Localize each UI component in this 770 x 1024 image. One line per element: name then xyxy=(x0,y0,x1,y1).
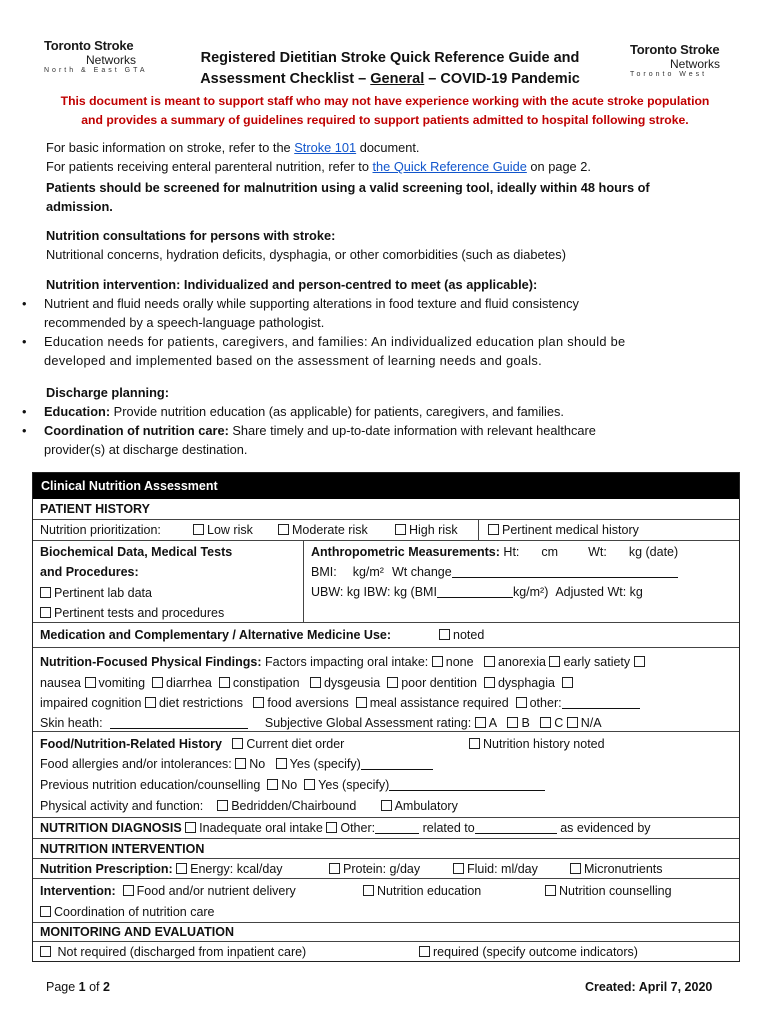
page-of: of xyxy=(85,980,103,994)
biochem-heading-1: Biochemical Data, Medical Tests xyxy=(40,545,233,559)
bmi-unit-2: kg/m²) xyxy=(512,585,549,599)
page-number xyxy=(46,980,110,994)
prev-edu-yes-label: Yes (specify) xyxy=(318,778,390,792)
aversions-checkbox[interactable] xyxy=(253,697,264,708)
nausea-checkbox[interactable] xyxy=(634,656,645,667)
dysgeusia-checkbox[interactable] xyxy=(310,677,321,688)
nutrition-history-label: Nutrition history noted xyxy=(483,737,605,751)
low-risk-label: Low risk xyxy=(207,523,253,537)
high-risk-checkbox[interactable] xyxy=(395,520,458,540)
row-prioritization xyxy=(33,519,739,540)
dysphagia-checkbox[interactable] xyxy=(484,677,495,688)
nausea-label: nausea xyxy=(40,676,82,690)
med-noted-label: noted xyxy=(453,628,485,642)
skin-field[interactable] xyxy=(110,716,248,729)
food-delivery-label: Food and/or nutrient delivery xyxy=(136,884,296,898)
logo-left-networks: Networks xyxy=(86,53,137,67)
bmi-field[interactable] xyxy=(437,585,513,598)
fluid-label: Fluid: ml/day xyxy=(467,862,538,876)
none-checkbox[interactable] xyxy=(432,656,443,667)
logo-right-networks: Networks xyxy=(670,57,721,71)
nfpf-text: Factors impacting oral intake: xyxy=(261,655,429,669)
stroke101-pre: For basic information on stroke, refer to the xyxy=(46,140,295,155)
ambulatory-checkbox[interactable] xyxy=(381,800,392,811)
dysgeusia-label: dysgeusia xyxy=(323,676,381,690)
ubw-ibw: UBW: kg IBW: kg (BMI xyxy=(311,585,437,599)
pertinent-history-checkbox[interactable] xyxy=(488,520,639,540)
sga-na-checkbox[interactable] xyxy=(567,717,578,728)
pertinent-history-label: Pertinent medical history xyxy=(502,523,639,537)
allergies-yes-checkbox[interactable] xyxy=(276,758,287,769)
stroke101-post: document. xyxy=(356,140,420,155)
other-label: other: xyxy=(529,696,562,710)
related-field[interactable] xyxy=(475,821,557,834)
not-required-label: Not required (discharged from inpatient care) xyxy=(57,945,307,959)
diet-restr-label: diet restrictions xyxy=(158,696,243,710)
prev-edu-field[interactable] xyxy=(389,778,545,791)
current-diet-checkbox[interactable] xyxy=(232,738,243,749)
sga-b-checkbox[interactable] xyxy=(507,717,518,728)
vomiting-checkbox[interactable] xyxy=(85,677,96,688)
screening-line-1: Patients should be screened for malnutrition using a valid screening tool, ideally within 48 hours of xyxy=(46,180,650,195)
tests-label: Pertinent tests and procedures xyxy=(54,606,225,620)
constipation-checkbox[interactable] xyxy=(219,677,230,688)
diarrhea-checkbox[interactable] xyxy=(152,677,163,688)
ambulatory-label: Ambulatory xyxy=(394,799,458,813)
diarrhea-label: diarrhea xyxy=(166,676,212,690)
consult-text: Nutritional concerns, hydration deficits, dysphagia, or other comorbidities (such as diabetes) xyxy=(46,247,566,262)
discharge-education-text: Provide nutrition education (as applicable) for patients, caregivers, and families. xyxy=(110,404,564,419)
none-label: none xyxy=(445,655,474,669)
enteral-pre: For patients receiving enteral parenteral nutrition, refer to xyxy=(46,159,373,174)
intervention-label: Intervention: xyxy=(40,884,116,898)
sga-a-label: A xyxy=(488,716,498,730)
high-risk-label: High risk xyxy=(409,523,458,537)
coordination-checkbox[interactable] xyxy=(40,902,215,922)
row-medication xyxy=(33,622,739,647)
anorexia-checkbox[interactable] xyxy=(484,656,495,667)
micro-label: Micronutrients xyxy=(584,862,663,876)
coordination-text-2: provider(s) at discharge destination. xyxy=(44,442,248,457)
not-required-checkbox[interactable] xyxy=(40,942,306,962)
title-line-2 xyxy=(180,69,600,90)
related-label: related to xyxy=(422,821,475,835)
lab-data-label: Pertinent lab data xyxy=(54,586,152,600)
phys-label: Physical activity and function: xyxy=(40,799,204,813)
monitoring-heading: MONITORING AND EVALUATION xyxy=(40,925,234,939)
intervention-line xyxy=(40,881,296,901)
anorexia-label: anorexia xyxy=(498,655,546,669)
dysphagia-label: dysphagia xyxy=(497,676,555,690)
bullet-nutrient xyxy=(0,294,736,332)
kg-date: kg (date) xyxy=(628,545,679,559)
notice xyxy=(30,92,740,130)
page-label: Page xyxy=(46,980,79,994)
moderate-risk-checkbox[interactable] xyxy=(278,520,368,540)
nfpf-line-1 xyxy=(40,652,648,672)
diagnosis-line xyxy=(40,818,651,838)
nutrition-history-checkbox[interactable] xyxy=(469,734,605,754)
wt-label: Wt: xyxy=(588,545,607,559)
anthro-line-2 xyxy=(311,562,678,582)
moderate-risk-label: Moderate risk xyxy=(292,523,368,537)
nutr-couns-checkbox[interactable] xyxy=(545,881,672,901)
cm-unit: cm xyxy=(541,545,559,559)
sga-na-label: N/A xyxy=(580,716,602,730)
constipation-label: constipation xyxy=(232,676,300,690)
title-line-2-post: – COVID-19 Pandemic xyxy=(424,71,580,87)
diet-restr-checkbox[interactable] xyxy=(145,697,156,708)
bmi-unit: kg/m² xyxy=(352,565,384,579)
low-risk-checkbox[interactable] xyxy=(193,520,253,540)
row-physical-findings xyxy=(33,647,739,731)
wt-change-label: Wt change xyxy=(391,565,452,579)
current-diet-label: Current diet order xyxy=(246,737,345,751)
allergies-field[interactable] xyxy=(361,757,433,770)
lab-data-checkbox[interactable] xyxy=(40,583,152,603)
food-hist-label: Food/Nutrition-Related History xyxy=(40,737,222,751)
inadequate-label: Inadequate oral intake xyxy=(199,821,323,835)
stroke-101-link[interactable]: Stroke 101 xyxy=(294,140,357,155)
page-total: 2 xyxy=(103,980,110,994)
anthro-line-1 xyxy=(311,542,678,562)
ht-label: Ht: xyxy=(503,545,520,559)
sga-c-checkbox[interactable] xyxy=(540,717,551,728)
logo-left xyxy=(44,38,148,74)
diag-other-field[interactable] xyxy=(375,821,419,834)
allergies-no-checkbox[interactable] xyxy=(235,758,246,769)
nfpf-label: Nutrition-Focused Physical Findings: xyxy=(40,655,262,669)
bedridden-checkbox[interactable] xyxy=(217,800,228,811)
inadequate-checkbox[interactable] xyxy=(185,822,196,833)
phys-line xyxy=(40,796,458,816)
cognition-label: impaired cognition xyxy=(40,696,142,710)
prescription-label-text: Nutrition Prescription: xyxy=(40,862,173,876)
adjusted-wt: Adjusted Wt: kg xyxy=(555,585,643,599)
notice-line-2: and provides a summary of guidelines required to support patients admitted to hospital following stroke. xyxy=(81,113,689,127)
satiety-label: early satiety xyxy=(563,655,631,669)
coordination-label: Coordination of nutrition care: xyxy=(44,423,229,438)
coordination-table-label: Coordination of nutrition care xyxy=(54,905,215,919)
allergies-label: Food allergies and/or intolerances: xyxy=(40,757,232,771)
tests-checkbox[interactable] xyxy=(40,603,224,623)
energy-checkbox[interactable] xyxy=(176,863,187,874)
satiety-checkbox[interactable] xyxy=(549,656,560,667)
dentition-label: poor dentition xyxy=(401,676,477,690)
wt-change-field[interactable] xyxy=(452,565,678,578)
allergies-line xyxy=(40,754,433,774)
energy-label: Energy: kcal/day xyxy=(190,862,283,876)
medication-label: Medication and Complementary / Alternative Medicine Use: xyxy=(40,628,392,642)
row-intervention-head xyxy=(33,838,739,858)
aversions-label: food aversions xyxy=(267,696,349,710)
vomiting-label: vomiting xyxy=(98,676,146,690)
biochem-heading-2: and Procedures: xyxy=(40,565,139,579)
nutr-edu-label: Nutrition education xyxy=(377,884,482,898)
sga-a-checkbox[interactable] xyxy=(475,717,486,728)
logo-right-sub: Toronto West xyxy=(630,71,708,78)
required-checkbox[interactable] xyxy=(419,942,638,962)
bullet-nutrient-line-1: • Nutrient and fluid needs orally while supporting alterations in food texture and fluid consistency xyxy=(44,296,579,311)
sga-c-label: C xyxy=(554,716,564,730)
intervention-section xyxy=(46,275,736,370)
dentition-checkbox[interactable] xyxy=(387,677,398,688)
prev-edu-yes-checkbox[interactable] xyxy=(304,779,315,790)
enteral-line xyxy=(46,157,591,176)
table-header: Clinical Nutrition Assessment xyxy=(33,473,739,499)
prev-edu-line xyxy=(40,775,545,795)
row-intervention xyxy=(33,878,739,922)
logo-left-name: Toronto Stroke xyxy=(44,38,134,53)
row-diagnosis xyxy=(33,817,739,838)
evidenced-label: as evidenced by xyxy=(560,821,651,835)
cognition-checkbox[interactable] xyxy=(562,677,573,688)
fluid-checkbox[interactable] xyxy=(453,859,538,879)
title-line-1: Registered Dietitian Stroke Quick Reference Guide and xyxy=(200,50,580,66)
page-title xyxy=(180,48,600,90)
prev-edu-label: Previous nutrition education/counselling xyxy=(40,778,261,792)
nfpf-line-3 xyxy=(40,693,640,713)
med-noted-checkbox[interactable] xyxy=(439,625,484,645)
meal-assist-checkbox[interactable] xyxy=(356,697,367,708)
required-label: required (specify outcome indicators) xyxy=(433,945,638,959)
discharge-education-label: Education: xyxy=(44,404,111,419)
diagnosis-label: NUTRITION DIAGNOSIS xyxy=(40,821,182,835)
anthro-line-3 xyxy=(311,582,643,602)
consult-heading: Nutrition consultations for persons with stroke: xyxy=(46,228,336,243)
intervention-heading: Nutrition intervention: Individualized and person-centred to meet (as applicable): xyxy=(46,277,538,292)
diag-other-checkbox[interactable] xyxy=(326,822,337,833)
diag-other-label: Other: xyxy=(340,821,376,835)
prev-edu-no-checkbox[interactable] xyxy=(267,779,278,790)
row-monitoring xyxy=(33,941,739,961)
nutr-edu-checkbox[interactable] xyxy=(363,881,481,901)
row-monitor-head xyxy=(33,922,739,941)
prev-edu-no-label: No xyxy=(281,778,298,792)
bmi-label: BMI: xyxy=(311,565,337,579)
protein-label: Protein: g/day xyxy=(343,862,421,876)
coordination-text: Share timely and up-to-date information with relevant healthcare xyxy=(228,423,596,438)
page-current: 1 xyxy=(78,980,86,994)
protein-checkbox[interactable] xyxy=(329,859,420,879)
intervention-table-heading: NUTRITION INTERVENTION xyxy=(40,842,205,856)
bullet-education-line-1: • Education needs for patients, caregivers, and families: An individualized education plan should be xyxy=(44,334,626,349)
screening-line-2: admission. xyxy=(46,199,113,214)
consult-section xyxy=(46,226,566,264)
micro-checkbox[interactable] xyxy=(570,859,663,879)
enteral-post: on page 2. xyxy=(526,159,591,174)
quick-reference-link[interactable]: the Quick Reference Guide xyxy=(372,159,527,174)
logo-right xyxy=(630,42,720,78)
screening-note xyxy=(46,178,650,216)
logo-right-name: Toronto Stroke xyxy=(630,42,720,57)
nutr-couns-label: Nutrition counselling xyxy=(559,884,672,898)
row-prescription xyxy=(33,858,739,878)
food-delivery-checkbox[interactable] xyxy=(123,885,134,896)
allergies-no-label: No xyxy=(249,757,266,771)
bullet-discharge-education xyxy=(0,402,736,421)
other-field[interactable] xyxy=(562,696,640,709)
row-biochem-anthro xyxy=(33,540,739,622)
sga-label: Subjective Global Assessment rating: xyxy=(264,716,472,730)
bullet-education-line-2: developed and implemented based on the assessment of learning needs and goals. xyxy=(44,353,542,368)
prioritization-label: Nutrition prioritization: xyxy=(40,523,161,537)
title-line-2-pre: Assessment Checklist – xyxy=(200,71,371,87)
discharge-heading: Discharge planning: xyxy=(46,385,170,400)
bullet-education xyxy=(0,332,736,370)
prescription-label xyxy=(40,859,283,879)
discharge-section xyxy=(46,383,736,459)
bullet-nutrient-line-2: recommended by a speech-language pathologist. xyxy=(44,315,325,330)
bullet-coordination xyxy=(0,421,736,459)
skin-label: Skin heath: xyxy=(40,716,103,730)
notice-line-1: This document is meant to support staff who may not have experience working with the acute stroke population xyxy=(60,94,710,108)
stroke101-line xyxy=(46,138,419,157)
sga-b-label: B xyxy=(521,716,530,730)
nfpf-line-2 xyxy=(40,673,576,693)
other-checkbox[interactable] xyxy=(516,697,527,708)
patient-history-heading: PATIENT HISTORY xyxy=(40,502,150,516)
assessment-table xyxy=(32,472,740,962)
logo-left-sub: North & East GTA xyxy=(44,67,148,74)
row-patient-history xyxy=(33,499,739,519)
created-date: Created: April 7, 2020 xyxy=(585,980,713,994)
meal-assist-label: meal assistance required xyxy=(369,696,509,710)
bedridden-label: Bedridden/Chairbound xyxy=(231,799,357,813)
row-food-history xyxy=(33,731,739,817)
allergies-yes-label: Yes (specify) xyxy=(289,757,361,771)
food-hist-line-1 xyxy=(40,734,344,754)
nfpf-line-4 xyxy=(40,713,602,733)
title-general: General xyxy=(370,71,425,87)
anthro-label: Anthropometric Measurements: xyxy=(311,545,500,559)
